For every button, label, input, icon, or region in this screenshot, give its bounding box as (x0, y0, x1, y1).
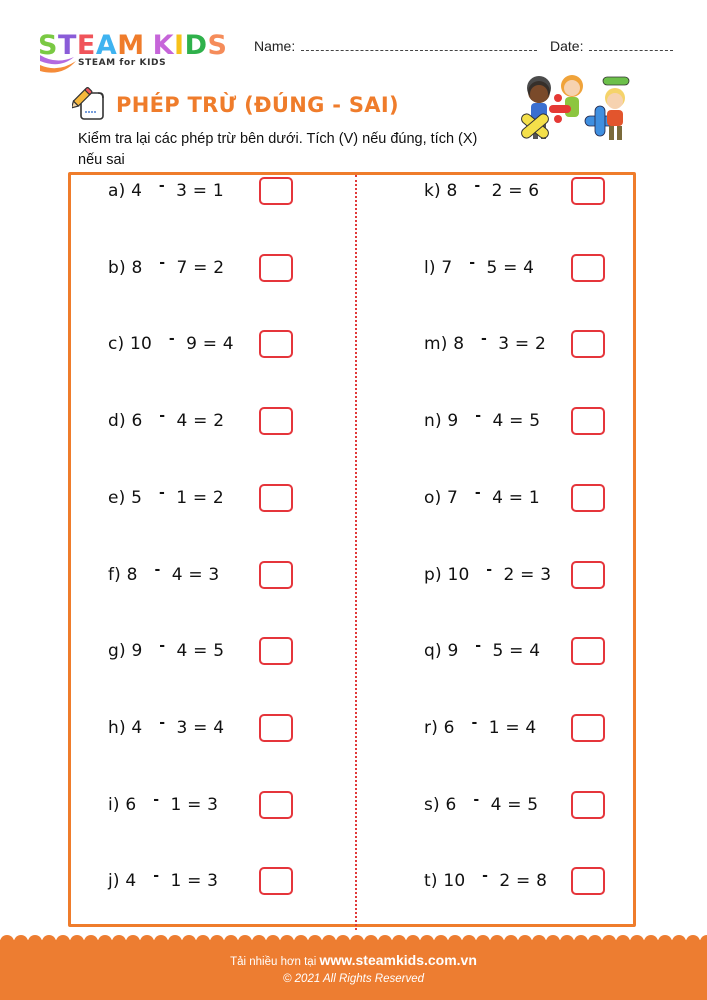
column-divider (355, 175, 357, 930)
problem-row (424, 558, 654, 592)
problem-row (424, 251, 654, 285)
minuend: 6 (131, 411, 143, 432)
minus-sign: - (474, 484, 481, 501)
problem-label: f) (108, 564, 122, 585)
minuend: 6 (445, 794, 457, 815)
minuend: 10 (130, 334, 153, 355)
minus-sign: - (486, 561, 493, 578)
answer-checkbox[interactable] (259, 484, 293, 512)
subtrahend: 2 (491, 181, 503, 201)
minuend: 8 (126, 564, 138, 585)
minus-sign: - (473, 791, 480, 808)
minus-sign: - (153, 791, 160, 808)
subtrahend: 3 (498, 334, 510, 355)
minus-sign: - (158, 484, 165, 501)
problem-label: m) (424, 334, 448, 355)
equals-sign: = (193, 717, 208, 738)
worksheet-title: PHÉP TRỪ (ĐÚNG - SAI) (116, 93, 399, 117)
equals-sign: = (507, 794, 522, 815)
problem-label: h) (108, 717, 126, 738)
answer-checkbox[interactable] (259, 254, 293, 282)
answer-checkbox[interactable] (571, 330, 605, 358)
instruction-text: Kiểm tra lại các phép trừ bên dưới. Tích (V) nếu đúng, tích (X) nếu sai (78, 131, 478, 168)
minus-sign: - (168, 331, 175, 348)
equals-sign: = (192, 181, 208, 201)
problem-label: e) (108, 487, 126, 508)
minuend: 6 (125, 794, 137, 815)
equation (424, 254, 535, 278)
stated-result: 5 (213, 641, 225, 662)
problem-label: s) (424, 794, 440, 815)
problem-row (424, 174, 654, 208)
answer-checkbox[interactable] (259, 561, 293, 589)
problem-row (108, 558, 338, 592)
answer-checkbox[interactable] (571, 407, 605, 435)
equals-sign: = (514, 334, 530, 355)
worksheet-title-row (72, 87, 399, 123)
name-label: Name: (254, 38, 296, 54)
problem-label: q) (424, 641, 442, 662)
equals-sign: = (503, 257, 518, 278)
problem-row (424, 864, 654, 898)
footer-bar (0, 940, 707, 1000)
equals-sign: = (187, 871, 202, 892)
stated-result: 2 (213, 257, 225, 278)
equation (424, 791, 539, 815)
equation (108, 714, 225, 738)
minus-sign: - (482, 868, 489, 885)
answer-checkbox[interactable] (571, 714, 605, 742)
answer-checkbox[interactable] (571, 867, 605, 895)
logo-letter: D (184, 30, 208, 61)
equation (424, 638, 541, 662)
equation (424, 561, 552, 585)
minus-sign: - (159, 714, 166, 731)
minus-sign: - (474, 178, 481, 194)
minus-sign: - (159, 254, 166, 271)
equation (424, 714, 537, 738)
minuend: 4 (131, 181, 143, 201)
minuend: 5 (131, 487, 143, 508)
problem-row (108, 788, 338, 822)
subtrahend: 4 (176, 641, 188, 662)
subtrahend: 2 (503, 564, 515, 585)
footer-download-prefix: Tải nhiều hơn tại (230, 956, 317, 968)
problem-row (424, 634, 654, 668)
subtrahend: 4 (490, 794, 502, 815)
equals-sign: = (505, 717, 520, 738)
minus-sign: - (154, 561, 161, 578)
stated-result: 3 (207, 794, 219, 815)
equation (108, 791, 219, 815)
stated-result: 5 (529, 411, 541, 432)
stated-result: 2 (213, 411, 225, 432)
minus-sign: - (159, 638, 166, 655)
problem-label: a) (108, 181, 126, 201)
stated-result: 3 (208, 564, 220, 585)
minuend: 4 (125, 871, 137, 892)
problem-label: b) (108, 257, 126, 278)
equals-sign: = (508, 487, 524, 508)
problem-label: o) (424, 487, 442, 508)
minuend: 9 (131, 641, 143, 662)
footer-copyright: © 2021 All Rights Reserved (282, 973, 424, 985)
equation (108, 178, 224, 201)
equals-sign: = (509, 411, 524, 432)
logo-letter: E (76, 30, 96, 61)
equals-sign: = (193, 641, 208, 662)
minuend: 8 (453, 334, 465, 355)
equals-sign: = (509, 641, 524, 662)
minuend: 10 (447, 564, 470, 585)
equation (108, 561, 220, 585)
stated-result: 3 (207, 871, 219, 892)
problem-label: d) (108, 411, 126, 432)
subtrahend: 5 (492, 641, 504, 662)
minuend: 7 (441, 257, 453, 278)
equals-sign: = (516, 871, 531, 892)
stated-result: 4 (525, 717, 537, 738)
minuend: 6 (443, 717, 455, 738)
subtrahend: 3 (176, 181, 188, 201)
problem-row (424, 788, 654, 822)
stated-result: 4 (222, 334, 234, 355)
answer-checkbox[interactable] (571, 254, 605, 282)
logo-letter: A (95, 30, 118, 61)
equals-sign: = (187, 794, 202, 815)
stated-result: 2 (212, 487, 224, 508)
problem-label: l) (424, 257, 436, 278)
problem-label: p) (424, 564, 442, 585)
subtrahend: 1 (176, 487, 188, 508)
problem-row (108, 251, 338, 285)
pencil-paper-icon (72, 87, 108, 123)
answer-checkbox[interactable] (259, 407, 293, 435)
logo-letter: S (38, 30, 58, 61)
equation (108, 638, 225, 662)
logo-swoosh-icon (38, 53, 78, 75)
problem-row (424, 404, 654, 438)
equals-sign: = (193, 411, 208, 432)
answer-checkbox[interactable] (571, 484, 605, 512)
subtrahend: 4 (176, 411, 188, 432)
stated-result: 6 (528, 181, 540, 201)
equals-sign: = (508, 181, 523, 201)
logo-letter: M (117, 30, 145, 61)
name-field[interactable] (254, 38, 537, 54)
subtrahend: 1 (170, 871, 182, 892)
equals-sign: = (188, 564, 203, 585)
equation (108, 331, 234, 355)
logo-letter: T (57, 30, 77, 61)
steam-kids-logo (38, 31, 238, 75)
equals-sign: = (193, 257, 208, 278)
stated-result: 4 (529, 641, 541, 662)
minuend: 10 (443, 871, 466, 892)
equals-sign: = (520, 564, 535, 585)
problem-label: k) (424, 181, 441, 201)
subtrahend: 4 (492, 411, 504, 432)
minuend: 7 (447, 487, 459, 508)
answer-checkbox[interactable] (259, 330, 293, 358)
answer-checkbox[interactable] (259, 177, 293, 205)
problem-row (108, 404, 338, 438)
equation (108, 408, 225, 432)
problem-label: i) (108, 794, 120, 815)
subtrahend: 2 (499, 871, 511, 892)
minus-sign: - (471, 714, 478, 731)
subtrahend: 4 (492, 487, 504, 508)
minus-sign: - (481, 331, 488, 348)
equation (108, 254, 225, 278)
problem-label: n) (424, 411, 442, 432)
problem-row (108, 174, 338, 208)
problem-row (108, 864, 338, 898)
problem-row (108, 634, 338, 668)
problem-row (424, 327, 654, 361)
subtrahend: 1 (170, 794, 182, 815)
problem-row (108, 481, 338, 515)
problem-row (108, 711, 338, 745)
minuend: 8 (446, 181, 458, 201)
answer-checkbox[interactable] (259, 714, 293, 742)
equation (424, 331, 547, 355)
subtrahend: 1 (488, 717, 500, 738)
minuend: 8 (131, 257, 143, 278)
answer-checkbox[interactable] (571, 561, 605, 589)
stated-result: 3 (540, 564, 552, 585)
stated-result: 1 (212, 181, 224, 201)
answer-checkbox[interactable] (571, 791, 605, 819)
kids-math-symbols-illustration (515, 68, 645, 156)
answer-checkbox[interactable] (571, 637, 605, 665)
problem-label: c) (108, 334, 125, 355)
problem-row (108, 327, 338, 361)
equals-sign: = (192, 487, 208, 508)
footer-website-link[interactable]: www.steamkids.com.vn (319, 952, 477, 968)
subtrahend: 7 (176, 257, 188, 278)
answer-checkbox[interactable] (259, 637, 293, 665)
subtrahend: 4 (171, 564, 183, 585)
minuend: 9 (447, 641, 459, 662)
answer-checkbox[interactable] (259, 867, 293, 895)
stated-result: 2 (534, 334, 547, 355)
problem-row (424, 711, 654, 745)
date-blank-line[interactable] (589, 39, 673, 51)
stated-result: 4 (523, 257, 535, 278)
problem-label: r) (424, 717, 439, 738)
equation (108, 484, 224, 508)
equation (424, 484, 540, 508)
answer-checkbox[interactable] (259, 791, 293, 819)
subtrahend: 9 (186, 334, 198, 355)
minus-sign: - (158, 178, 165, 194)
minus-sign: - (475, 408, 482, 425)
minus-sign: - (475, 638, 482, 655)
problem-row (424, 481, 654, 515)
stated-result: 8 (536, 871, 548, 892)
subtrahend: 3 (176, 717, 188, 738)
problem-label: j) (108, 871, 120, 892)
date-label: Date: (550, 38, 584, 54)
equation (108, 868, 219, 892)
logo-letter: S (207, 30, 228, 61)
subtrahend: 5 (486, 257, 498, 278)
equation (424, 868, 548, 892)
equation (424, 178, 540, 201)
minus-sign: - (153, 868, 160, 885)
stated-result: 5 (527, 794, 539, 815)
equals-sign: = (202, 334, 218, 355)
minuend: 4 (131, 717, 143, 738)
date-field[interactable] (550, 38, 673, 54)
stated-result: 1 (528, 487, 540, 508)
problem-label: g) (108, 641, 126, 662)
footer-download-line (0, 952, 707, 968)
minus-sign: - (159, 408, 166, 425)
minuend: 9 (447, 411, 459, 432)
problem-label: t) (424, 871, 438, 892)
logo-letter: K (152, 30, 175, 61)
logo-letter: I (174, 30, 185, 61)
name-blank-line[interactable] (301, 39, 537, 51)
minus-sign: - (469, 254, 476, 271)
answer-checkbox[interactable] (571, 177, 605, 205)
logo-subtitle: STEAM for KIDS (78, 58, 167, 68)
equation (424, 408, 541, 432)
stated-result: 4 (213, 717, 225, 738)
